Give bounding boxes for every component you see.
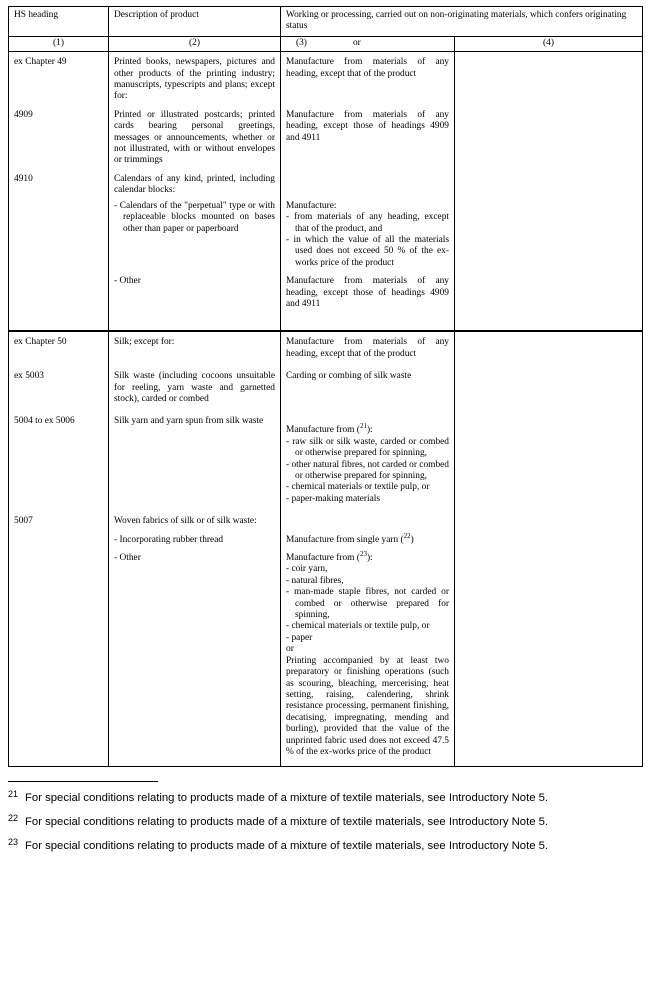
hs-code: ex Chapter 50 (14, 337, 67, 348)
table-row (9, 169, 643, 199)
footnote-ref-23: 23 (359, 549, 367, 558)
desc-paragraph: Woven fabrics of silk or of silk waste: (114, 516, 257, 527)
column-number-row (9, 36, 643, 51)
table-row (9, 407, 643, 507)
footnote-text: For special conditions relating to products made of a mixture of textile materials, see Introductory Note 5. (25, 840, 549, 853)
rule-cell (281, 507, 455, 529)
desc-cell (109, 548, 281, 767)
col-number-2: (2) (109, 36, 281, 51)
table-row (9, 199, 643, 271)
footnotes-section (8, 781, 628, 854)
rule-text: Manufacture from ( (286, 553, 360, 564)
header-description: Description of product (109, 7, 281, 37)
hs-code: 4910 (14, 173, 33, 184)
rule-paragraph (286, 422, 449, 436)
col4-cell (455, 199, 643, 271)
footnote-number: 23 (8, 836, 19, 847)
col4-cell (455, 507, 643, 529)
rule-cell (281, 331, 455, 362)
desc-paragraph: Silk; except for: (114, 337, 175, 348)
rule-paragraph: Printing accompanied by at least two preparatory or finishing operations (such as scouring, bleaching, mercerising, heat setting, raising, calendering, shrink resistance processing, permanent finishing, decatising, impregnating, mending and burling), provided that the value of the unprinted fabric used does not exceed 47.5 % of the ex-works price of the product (286, 655, 449, 757)
hs-cell (9, 331, 109, 362)
col4-cell (455, 271, 643, 331)
col4-cell (455, 331, 643, 362)
rule-paragraph (286, 549, 449, 564)
rule-list-item: - paper-making materials (286, 493, 381, 504)
hs-cell (9, 52, 109, 105)
footnote-text: For special conditions relating to products made of a mixture of textile materials, see Introductory Note 5. (25, 816, 549, 829)
desc-cell (109, 105, 281, 169)
hs-code: 5004 to ex 5006 (14, 416, 75, 427)
rule-list-item: - chemical materials or textile pulp, or (286, 621, 430, 632)
desc-list-item: - Calendars of the "perpetual" type or with replaceable blocks mounted on bases other than paper or paperboard (114, 200, 275, 234)
rule-list-item: - coir yarn, (286, 564, 328, 575)
rule-paragraph: Manufacture from materials of any heading, except those of headings 4909 and 4911 (286, 276, 449, 309)
rule-paragraph: Carding or combing of silk waste (286, 371, 412, 382)
desc-cell (109, 271, 281, 331)
rule-text: Manufacture from single yarn ( (286, 534, 404, 545)
desc-paragraph: Silk yarn and yarn spun from silk waste (114, 416, 264, 427)
rule-cell (281, 530, 455, 548)
hs-cell (9, 362, 109, 407)
desc-list-item: - Other (114, 553, 141, 564)
hs-cell (9, 530, 109, 548)
rule-list-item: - raw silk or silk waste, carded or combed or otherwise prepared for spinning, (286, 436, 449, 459)
rule-paragraph: Manufacture from materials of any heading, except those of headings 4909 and 4911 (286, 109, 449, 143)
rule-text: Manufacture from ( (286, 425, 360, 436)
col4-cell (455, 52, 643, 105)
desc-paragraph: Silk waste (including cocoons unsuitable for reeling, yarn waste and garnetted stock), carded or combed (114, 371, 275, 404)
rule-paragraph: or (286, 644, 294, 655)
hs-code: 4909 (14, 109, 33, 120)
table-header-row (9, 7, 643, 37)
rule-list-item: - other natural fibres, not carded or combed or otherwise prepared for spinning, (286, 459, 449, 481)
col-number-3-label: (3) (296, 37, 307, 48)
table-row (9, 362, 643, 407)
desc-cell (109, 169, 281, 199)
footnote (8, 788, 628, 806)
hs-cell (9, 199, 109, 271)
table-row (9, 52, 643, 105)
hs-cell (9, 169, 109, 199)
footnote-number: 21 (8, 788, 19, 799)
col-number-4: (4) (455, 36, 643, 51)
table-row (9, 507, 643, 529)
desc-paragraph: Calendars of any kind, printed, including calendar blocks: (114, 173, 275, 196)
rule-cell (281, 407, 455, 507)
hs-code: ex 5003 (14, 371, 44, 382)
desc-cell (109, 530, 281, 548)
rule-cell (281, 105, 455, 169)
footnote-text: For special conditions relating to products made of a mixture of textile materials, see Introductory Note 5. (25, 792, 549, 805)
col4-cell (455, 362, 643, 407)
header-hs-heading: HS heading (9, 7, 109, 37)
rule-paragraph (286, 531, 449, 546)
table-row (9, 271, 643, 331)
rule-list-item: - paper (286, 632, 313, 643)
desc-list-item: - Other (114, 276, 141, 287)
table-row (9, 548, 643, 767)
table-row (9, 530, 643, 548)
origin-rules-table (8, 6, 643, 767)
hs-cell (9, 548, 109, 767)
hs-cell (9, 271, 109, 331)
rule-list-item: - from materials of any heading, except that of the product, and (286, 212, 449, 234)
rule-list-item: - in which the value of all the materials used does not exceed 50 % of the ex-works price of the product (286, 234, 449, 268)
rule-text: ) (410, 534, 414, 545)
col-number-1: (1) (9, 36, 109, 51)
footnote-ref-21: 21 (359, 422, 367, 431)
footnote-ref-22: 22 (403, 531, 411, 540)
rule-cell (281, 362, 455, 407)
desc-paragraph: Printed or illustrated postcards; printed cards bearing personal greetings, messages or announcements, whether or not illustrated, with or without envelopes or trimmings (114, 109, 275, 166)
rule-text: ): (366, 553, 373, 564)
rule-cell (281, 199, 455, 271)
footnote (8, 812, 628, 830)
rule-paragraph: Manufacture from materials of any heading, except that of the product (286, 337, 449, 359)
rule-paragraph: Manufacture from materials of any heading, except that of the product (286, 57, 449, 79)
col4-cell (455, 548, 643, 767)
desc-cell (109, 407, 281, 507)
rule-text: ): (366, 425, 373, 436)
desc-list-item: - Incorporating rubber thread (114, 534, 224, 545)
hs-cell (9, 105, 109, 169)
rule-list-item: - man-made staple fibres, not carded or combed or otherwise prepared for spinning, (286, 587, 449, 621)
rule-list-item: - natural fibres, (286, 575, 344, 586)
col4-cell (455, 407, 643, 507)
col4-cell (455, 169, 643, 199)
rule-paragraph: Manufacture: (286, 200, 337, 211)
desc-cell (109, 507, 281, 529)
table-row (9, 105, 643, 169)
col4-cell (455, 530, 643, 548)
hs-cell (9, 407, 109, 507)
desc-cell (109, 199, 281, 271)
col4-cell (455, 105, 643, 169)
desc-cell (109, 362, 281, 407)
rule-cell (281, 52, 455, 105)
rule-cell (281, 271, 455, 331)
footnote-number: 22 (8, 812, 19, 823)
rule-list-item: - chemical materials or textile pulp, or (286, 482, 430, 493)
footnote-separator (8, 781, 158, 782)
header-working-processing: Working or processing, carried out on non-originating materials, which confers originating status (281, 7, 643, 37)
col-number-or-label: or (352, 37, 361, 48)
desc-cell (109, 331, 281, 362)
rule-cell (281, 169, 455, 199)
rule-cell (281, 548, 455, 767)
footnote (8, 836, 628, 854)
desc-paragraph: Printed books, newspapers, pictures and other products of the printing industry; manuscripts, typescripts and plans; except for: (114, 57, 275, 102)
desc-cell (109, 52, 281, 105)
hs-code: 5007 (14, 516, 33, 527)
hs-cell (9, 507, 109, 529)
col-number-3 (281, 36, 455, 51)
table-row (9, 331, 643, 362)
hs-code: ex Chapter 49 (14, 57, 67, 68)
